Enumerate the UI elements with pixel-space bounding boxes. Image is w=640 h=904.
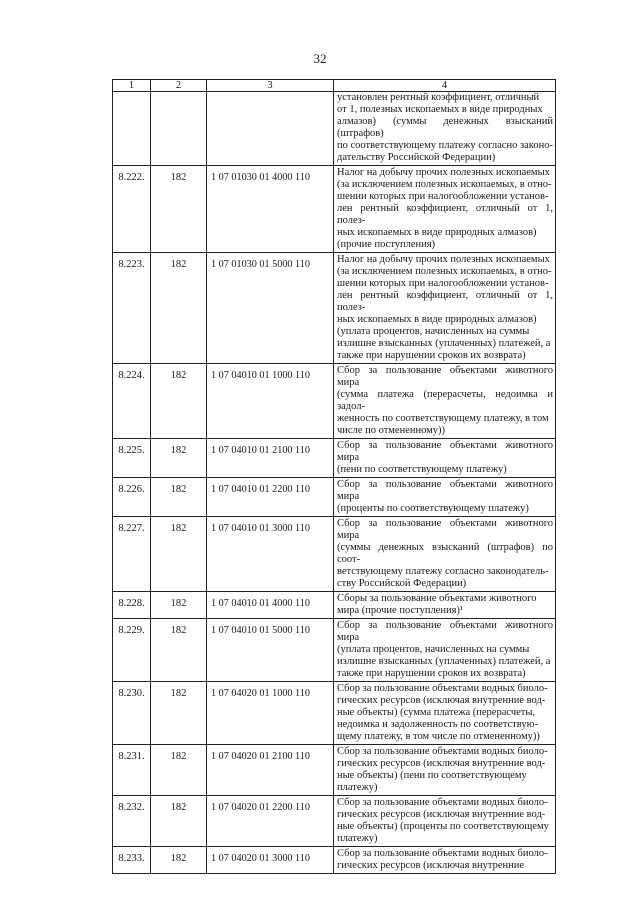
budget-code-text: 1 07 04010 01 4000 110: [211, 598, 310, 609]
codes-table: [112, 79, 556, 874]
description: [334, 682, 556, 745]
description: [334, 517, 556, 592]
table-row: [113, 745, 556, 796]
description: [334, 745, 556, 796]
table-row: [113, 619, 556, 682]
admin-code-text: 182: [170, 484, 187, 495]
budget-code-text: 1 07 01030 01 5000 110: [211, 259, 310, 270]
description-text: Сборы за пользование объектами животного мира (прочие поступления)¹: [337, 593, 537, 616]
row-number: [113, 364, 151, 439]
admin-code-text: 182: [170, 625, 187, 636]
description: [334, 592, 556, 619]
budget-code: [207, 439, 334, 478]
row-number: [113, 517, 151, 592]
description-text: Сбор за пользование объектами водных биоло- гических ресурсов (исключая внутренние вод- ные объекты) (пени по соответствующему платежу): [337, 746, 548, 793]
table-row: [113, 364, 556, 439]
column-header-1: 1: [113, 80, 151, 92]
description: [334, 253, 556, 364]
description: [334, 166, 556, 253]
row-number-text: 8.225.: [118, 445, 145, 456]
column-header-2: 2: [151, 80, 207, 92]
budget-code: [207, 166, 334, 253]
row-number: [113, 847, 151, 874]
admin-code-text: 182: [170, 370, 187, 381]
table-row: [113, 253, 556, 364]
admin-code: [151, 682, 207, 745]
budget-code-text: 1 07 04020 01 2100 110: [211, 751, 310, 762]
row-number: [113, 92, 151, 166]
table-row: [113, 92, 556, 166]
budget-code: [207, 478, 334, 517]
table-row: [113, 796, 556, 847]
admin-code: [151, 439, 207, 478]
row-number-text: 8.223.: [118, 259, 145, 270]
budget-code-text: 1 07 04010 01 2100 110: [211, 445, 310, 456]
description-text: Налог на добычу прочих полезных ископаемых (за исключением полезных ископаемых, в отно- шении которых при налогообложении установ- лен рентный коэффициент, отличный от 1, полез- ных ископаемых в виде природных алмазов) (уплата процентов, начисленных на суммы излишне взысканных (уплаченных) платежей, а также при нарушении сроков их возврата): [337, 254, 553, 361]
budget-code: [207, 517, 334, 592]
row-number-text: 8.229.: [118, 625, 145, 636]
admin-code-text: 182: [170, 172, 187, 183]
budget-code-text: 1 07 04010 01 5000 110: [211, 625, 310, 636]
admin-code-text: 182: [170, 445, 187, 456]
admin-code: [151, 592, 207, 619]
budget-code-text: 1 07 04010 01 3000 110: [211, 523, 310, 534]
admin-code-text: 182: [170, 598, 187, 609]
row-number: [113, 478, 151, 517]
table-row: [113, 847, 556, 874]
budget-code-text: 1 07 04020 01 2200 110: [211, 802, 310, 813]
row-number-text: 8.228.: [118, 598, 145, 609]
admin-code: [151, 517, 207, 592]
row-number: [113, 253, 151, 364]
admin-code-text: 182: [170, 259, 187, 270]
description-text: Сбор за пользование объектами животного мира (пени по соответствующему платежу): [337, 440, 553, 475]
row-number-text: 8.233.: [118, 853, 145, 864]
budget-code: [207, 796, 334, 847]
description-text: Налог на добычу прочих полезных ископаемых (за исключением полезных ископаемых, в отно- шении которых при налогообложении установ- лен рентный коэффициент, отличный от 1, полез- ных ископаемых в виде природных алмазов) (прочие поступления): [337, 167, 553, 250]
row-number: [113, 439, 151, 478]
budget-code-text: 1 07 04010 01 1000 110: [211, 370, 310, 381]
admin-code-text: 182: [170, 751, 187, 762]
row-number: [113, 682, 151, 745]
row-number: [113, 745, 151, 796]
budget-code-text: 1 07 01030 01 4000 110: [211, 172, 310, 183]
budget-code: [207, 745, 334, 796]
description: [334, 796, 556, 847]
page-number: 32: [313, 51, 327, 66]
row-number-text: 8.232.: [118, 802, 145, 813]
admin-code: [151, 745, 207, 796]
admin-code-text: 182: [170, 802, 187, 813]
admin-code: [151, 166, 207, 253]
table-row: [113, 682, 556, 745]
admin-code: [151, 796, 207, 847]
description-text: Сбор за пользование объектами животного мира (уплата процентов, начисленных на суммы излишне взысканных (уплаченных) платежей, а также при нарушении сроков их возврата): [337, 620, 553, 679]
admin-code: [151, 364, 207, 439]
description: [334, 619, 556, 682]
row-number-text: 8.222.: [118, 172, 145, 183]
budget-code: [207, 682, 334, 745]
column-header-3: 3: [207, 80, 334, 92]
column-header-4: 4: [334, 80, 556, 92]
description-text: Сбор за пользование объектами животного мира (проценты по соответствующему платежу): [337, 479, 553, 514]
table-row: [113, 517, 556, 592]
table-row: [113, 478, 556, 517]
admin-code: [151, 253, 207, 364]
row-number: [113, 166, 151, 253]
description-text: Сбор за пользование объектами водных биоло- гических ресурсов (исключая внутренние вод- ные объекты) (сумма платежа (перерасчеты, недоимка и задолженность по соответствую- щему платежу, в том числе по отмененному)): [337, 683, 548, 742]
budget-code: [207, 619, 334, 682]
budget-code-text: 1 07 04020 01 1000 110: [211, 688, 310, 699]
admin-code-text: 182: [170, 523, 187, 534]
budget-code-text: 1 07 04010 01 2200 110: [211, 484, 310, 495]
admin-code-text: 182: [170, 688, 187, 699]
description: [334, 92, 556, 166]
row-number-text: 8.226.: [118, 484, 145, 495]
description-text: установлен рентный коэффициент, отличный от 1, полезных ископаемых в виде природных алмазов) (суммы денежных взысканий (штрафов) по соответствующему платежу согласно законо- дательству Российской Федерации): [337, 92, 553, 163]
budget-code: [207, 364, 334, 439]
admin-code: [151, 847, 207, 874]
row-number-text: 8.227.: [118, 523, 145, 534]
description: [334, 439, 556, 478]
budget-code: [207, 92, 334, 166]
description: [334, 847, 556, 874]
row-number-text: 8.231.: [118, 751, 145, 762]
budget-code: [207, 592, 334, 619]
header-row: [113, 80, 556, 92]
admin-code: [151, 478, 207, 517]
row-number: [113, 592, 151, 619]
budget-code: [207, 847, 334, 874]
table-row: [113, 439, 556, 478]
table-row: [113, 166, 556, 253]
admin-code: [151, 92, 207, 166]
row-number-text: 8.230.: [118, 688, 145, 699]
row-number: [113, 619, 151, 682]
row-number: [113, 796, 151, 847]
description-text: Сбор за пользование объектами водных биоло- гических ресурсов (исключая внутренние вод- ные объекты) (проценты по соответствующему платежу): [337, 797, 549, 844]
row-number-text: 8.224.: [118, 370, 145, 381]
table-row: [113, 592, 556, 619]
description-text: Сбор за пользование объектами животного мира (суммы денежных взысканий (штрафов) по соот- ветствующему платежу согласно законодатель- ству Российской Федерации): [337, 518, 553, 589]
description-text: Сбор за пользование объектами животного мира (сумма платежа (перерасчеты, недоимка и задол- женность по соответствующему платежу, в том числе по отмененному)): [337, 365, 553, 436]
description: [334, 364, 556, 439]
budget-code: [207, 253, 334, 364]
description: [334, 478, 556, 517]
admin-code: [151, 619, 207, 682]
table-body: [113, 92, 556, 874]
admin-code-text: 182: [170, 853, 187, 864]
description-text: Сбор за пользование объектами водных биоло- гических ресурсов (исключая внутренние: [337, 848, 548, 871]
budget-code-text: 1 07 04020 01 3000 110: [211, 853, 310, 864]
